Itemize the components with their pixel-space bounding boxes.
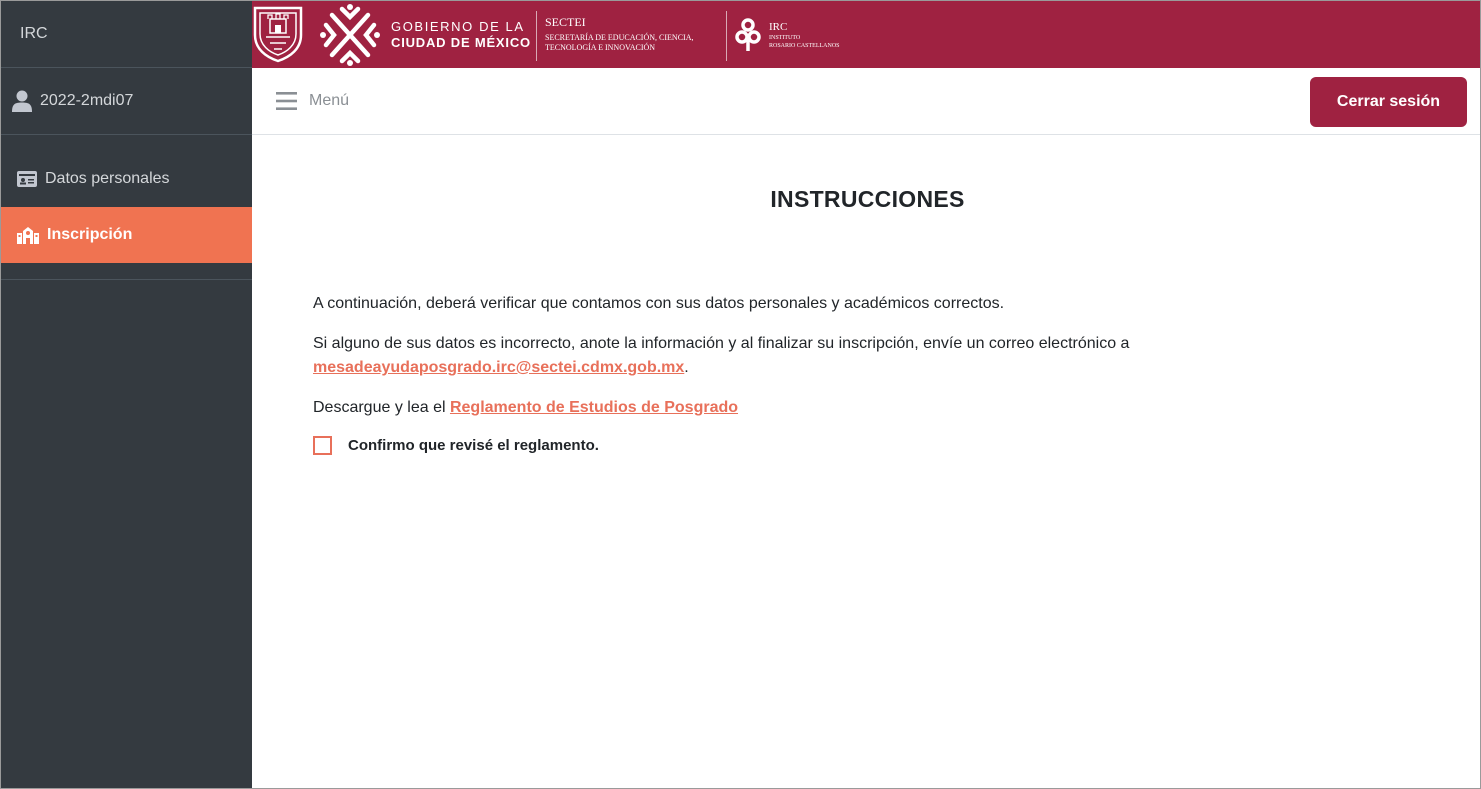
download-text: Descargue y lea el: [313, 399, 450, 416]
regulation-link[interactable]: Reglamento de Estudios de Posgrado: [449, 399, 739, 416]
instruction-text: Si alguno de sus datos es incorrecto, anote la información y al finalizar su inscripción, envíe un correo electrónico a: [313, 335, 1130, 352]
irc-title: IRC: [769, 21, 788, 33]
menu-label: Menú: [309, 92, 350, 109]
irc-subtitle: [769, 34, 840, 50]
hamburger-icon: [276, 92, 297, 110]
help-email-link[interactable]: mesadeayudaposgrado.irc@sectei.cdmx.gob.mx: [313, 359, 685, 376]
banner-divider: [726, 11, 727, 61]
menu-toggle-button[interactable]: [276, 92, 349, 110]
confirm-checkbox[interactable]: [313, 436, 332, 455]
sidebar-item-label: Inscripción: [47, 226, 133, 243]
gov-name-line1: GOBIERNO DE LA: [391, 19, 525, 34]
instruction-paragraph-1: A continuación, deberá verificar que contamos con sus datos personales y académicos correctos.: [313, 295, 1005, 312]
main-content: [252, 136, 1480, 788]
top-navbar: [252, 68, 1480, 135]
user-icon: [12, 90, 32, 112]
sidebar-brand[interactable]: IRC: [1, 1, 252, 68]
confirm-checkbox-row[interactable]: [313, 436, 599, 455]
instruction-paragraph-3: [313, 396, 738, 420]
cdmx-x-logo-icon: [320, 3, 380, 67]
school-icon: [17, 226, 39, 244]
sidebar-user[interactable]: [1, 68, 252, 135]
irc-subtitle-line1: INSTITUTO: [769, 35, 801, 41]
sidebar-nav: [1, 135, 252, 280]
sidebar: [1, 1, 252, 788]
banner-divider: [536, 11, 537, 61]
irc-logo-icon: [734, 17, 762, 53]
page-title: INSTRUCCIONES: [770, 186, 965, 212]
sidebar-user-name: 2022-2mdi07: [40, 92, 134, 109]
sectei-title: SECTEI: [545, 15, 586, 29]
logout-button[interactable]: Cerrar sesión: [1310, 77, 1467, 127]
sectei-subtitle: SECRETARÍA DE EDUCACIÓN, CIENCIA, TECNOLOGÍA E INNOVACIÓN: [545, 33, 694, 52]
confirm-checkbox-label[interactable]: Confirmo que revisé el reglamento.: [348, 437, 599, 454]
sidebar-item-datos-personales[interactable]: [1, 151, 252, 207]
irc-subtitle-line2: ROSARIO CASTELLANOS: [769, 43, 840, 49]
gov-name-line2: CIUDAD DE MÉXICO: [391, 35, 531, 50]
sidebar-item-inscripcion[interactable]: [1, 207, 252, 263]
instruction-paragraph-2: [313, 332, 1133, 380]
cdmx-shield-icon: [252, 5, 304, 63]
sidebar-item-label: Datos personales: [45, 170, 170, 187]
government-banner: [252, 1, 1480, 68]
email-suffix: .: [684, 359, 689, 376]
id-card-icon: [17, 171, 37, 187]
